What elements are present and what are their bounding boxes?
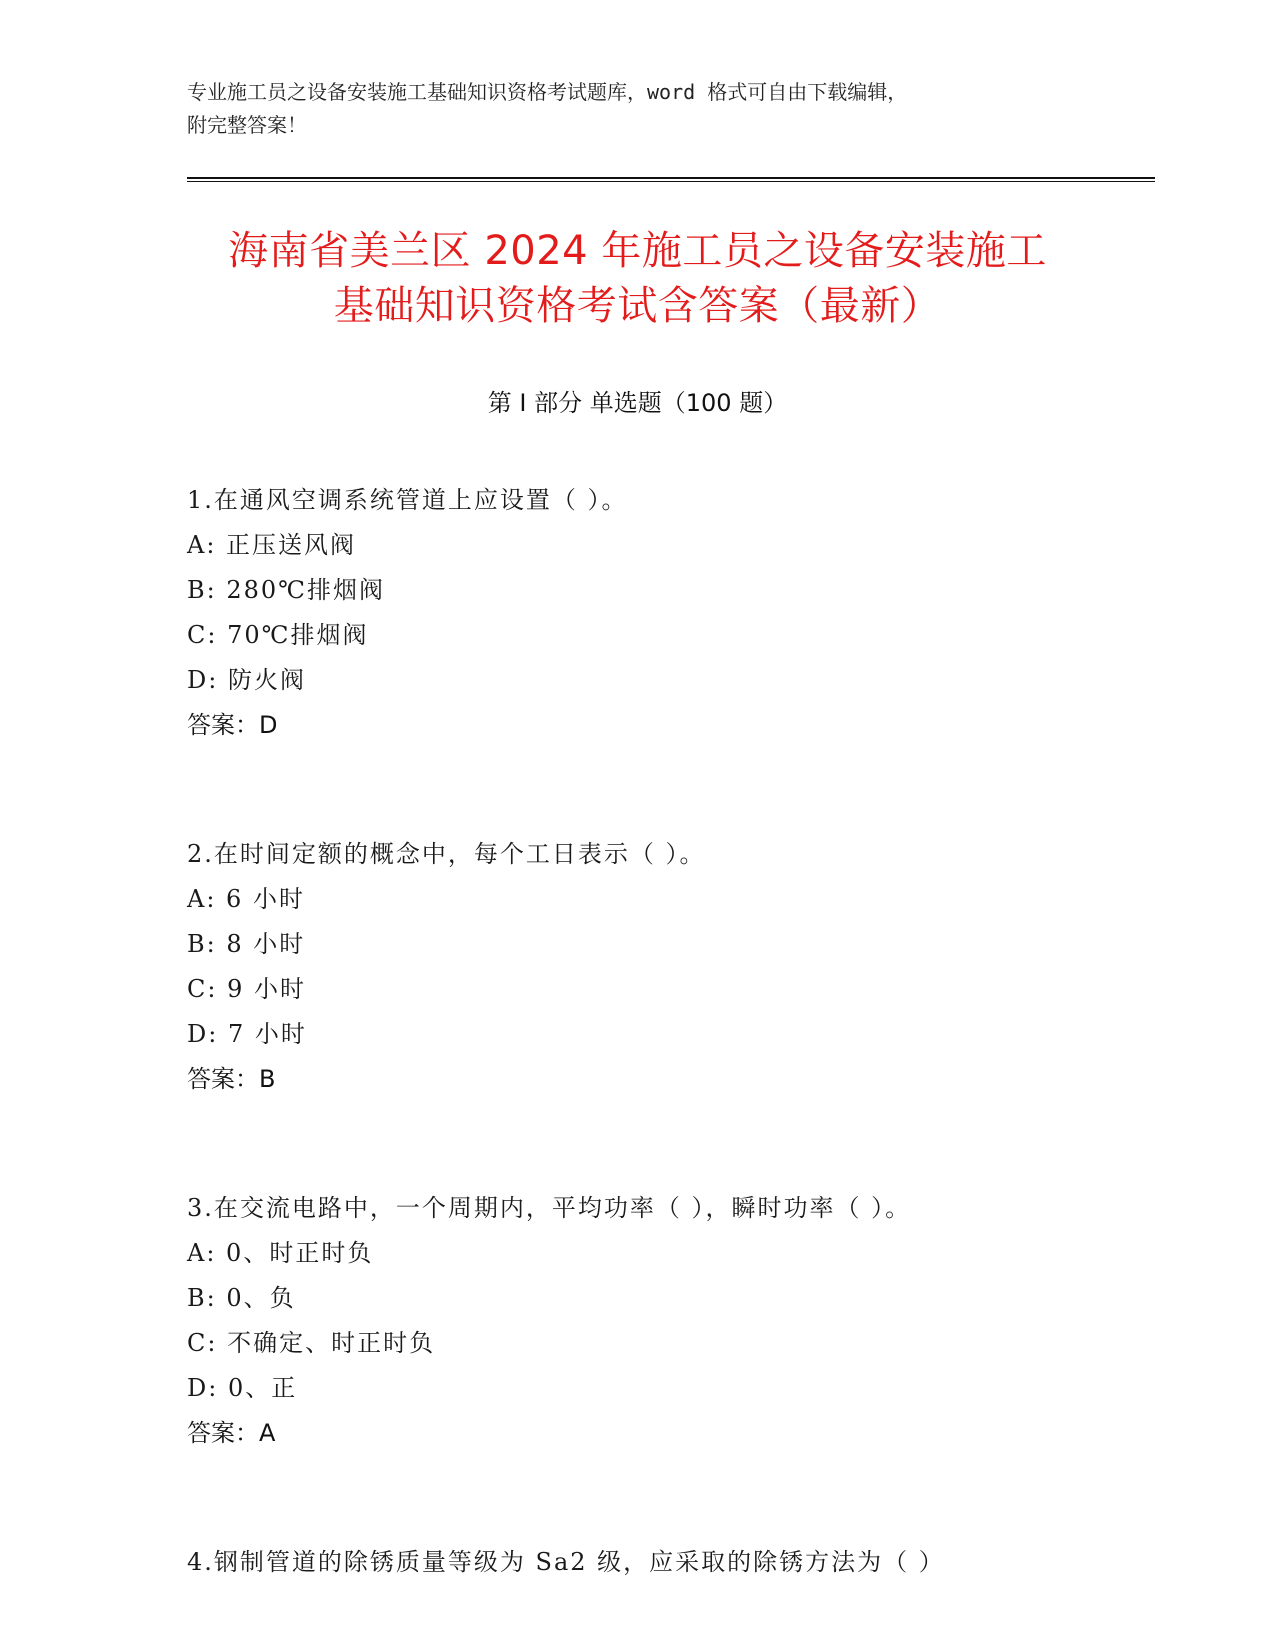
document-title-line-2: 基础知识资格考试含答案（最新）	[333, 283, 942, 329]
answer-line: 答案：D	[187, 711, 278, 739]
option-d: D: 0、正	[187, 1374, 298, 1402]
question-3	[187, 1186, 1147, 1456]
option-b: B: 0、负	[187, 1284, 296, 1312]
option-b: B: 8 小时	[187, 930, 306, 958]
question-spacer	[187, 1102, 1147, 1186]
question-4	[187, 1540, 1147, 1585]
option-a: A: 0、时正时负	[187, 1239, 374, 1267]
answer-line: 答案：A	[187, 1419, 276, 1447]
question-stem: 4.钢制管道的除锈质量等级为 Sa2 级，应采取的除锈方法为（ ）	[187, 1548, 945, 1576]
question-2	[187, 832, 1147, 1102]
header-divider-thick	[187, 177, 1155, 179]
option-c: C: 不确定、时正时负	[187, 1329, 436, 1357]
question-1	[187, 478, 1147, 748]
option-a: A: 正压送风阀	[187, 531, 357, 559]
question-stem: 3.在交流电路中，一个周期内，平均功率（ ），瞬时功率（ ）。	[187, 1194, 912, 1222]
header-note-line-1: 专业施工员之设备安装施工基础知识资格考试题库，word 格式可自由下载编辑，	[187, 80, 908, 104]
header-note	[187, 76, 1087, 142]
section-heading: 第 I 部分 单选题（100 题）	[487, 389, 788, 417]
document-title	[150, 224, 1125, 334]
option-d: D: 防火阀	[187, 666, 306, 694]
question-list	[187, 478, 1147, 1585]
document-title-line-1: 海南省美兰区 2024 年施工员之设备安装施工	[228, 228, 1047, 274]
option-c: C: 70℃排烟阀	[187, 621, 369, 649]
question-stem: 1.在通风空调系统管道上应设置（ ）。	[187, 486, 628, 514]
option-a: A: 6 小时	[187, 885, 305, 913]
header-note-line-2: 附完整答案！	[187, 113, 307, 137]
option-d: D: 7 小时	[187, 1020, 307, 1048]
question-spacer	[187, 748, 1147, 832]
option-b: B: 280℃排烟阀	[187, 576, 386, 604]
answer-line: 答案：B	[187, 1065, 276, 1093]
option-c: C: 9 小时	[187, 975, 306, 1003]
question-spacer	[187, 1456, 1147, 1540]
header-divider-thin	[187, 181, 1155, 182]
question-stem: 2.在时间定额的概念中，每个工日表示（ ）。	[187, 840, 706, 868]
